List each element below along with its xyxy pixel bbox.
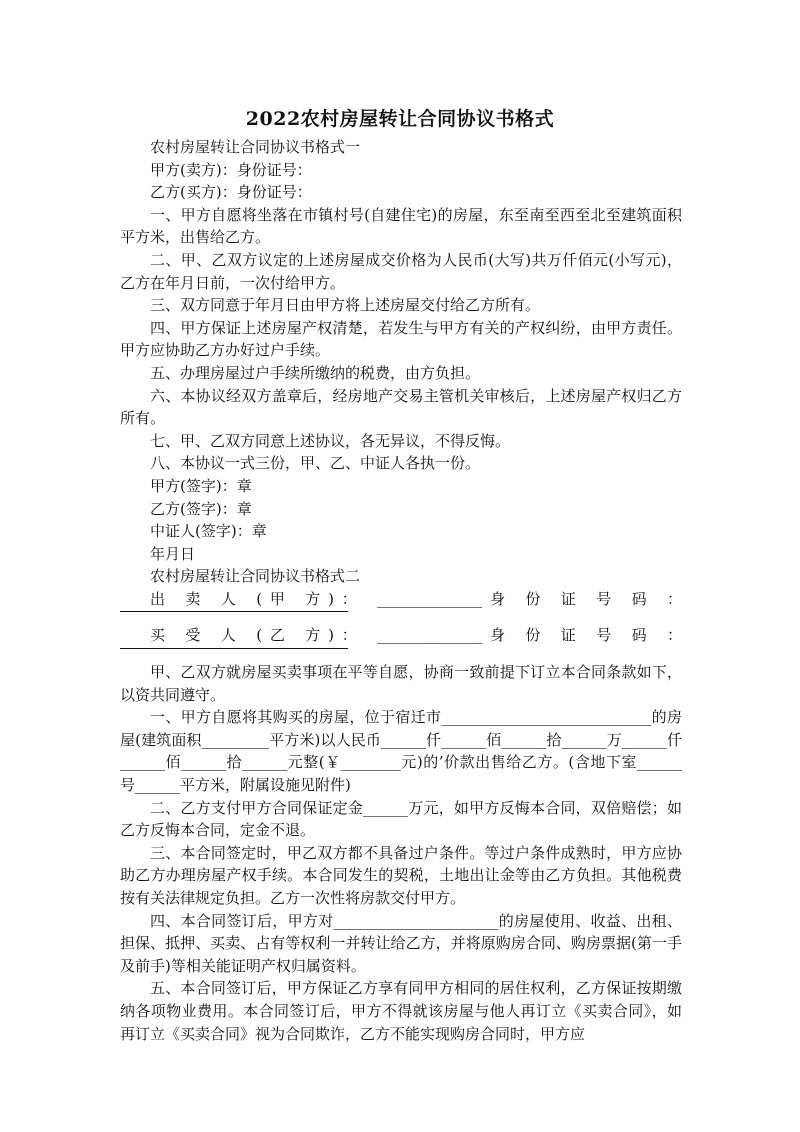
paragraph: 七、甲、乙双方同意上述协议，各无异议，不得反悔。 xyxy=(150,431,511,450)
signature-line-party-b: 乙方(签字)：章 xyxy=(150,499,252,518)
paragraph: 农村房屋转让合同协议书格式一 xyxy=(150,138,361,156)
paragraph: 一、甲方自愿将坐落在市镇村号(自建住宅)的房屋，东至南至西至北至建筑面积平方米，出售给乙方。 xyxy=(120,205,682,247)
paragraph: 四、甲方保证上述房屋产权清楚，若发生与甲方有关的产权纠纷，由甲方责任。甲方应协助乙方办好过户手续。 xyxy=(120,318,682,360)
paragraph: 三、双方同意于年月日由甲方将上述房屋交付给乙方所有。 xyxy=(150,296,541,315)
blank-underline xyxy=(120,610,348,612)
paragraph: 六、本协议经双方盖章后，经房地产交易主管机关审核后，上述房屋产权归乙方所有。 xyxy=(120,386,682,428)
paragraph: 二、乙方支付甲方合同保证定金______万元，如甲方反悔本合同，双倍赔偿；如乙方反悔本合同，定金不退。 xyxy=(120,798,682,840)
section-heading: 农村房屋转让合同协议书格式二 xyxy=(150,567,361,586)
paragraph: 四、本合同签订后，甲方对______________________的房屋使用、收益、出租、担保、抵押、买卖、占有等权利一并转让给乙方，并将原购房合同、购房票据(第一手及前手)等相关能证明产权归属资料。 xyxy=(120,911,682,975)
paragraph: 甲方(卖方)：身份证号： xyxy=(150,160,312,179)
buyer-line: 买 受 人 (乙 方)： ______________身 份 证 号 码 ： xyxy=(150,626,682,645)
signature-line-witness: 中证人(签字)：章 xyxy=(150,522,267,541)
paragraph: 八、本协议一式三份，甲、乙、中证人各执一份。 xyxy=(150,454,481,473)
paragraph: 五、本合同签订后，甲方保证乙方享有同甲方相同的居住权利，乙方保证按期缴纳各项物业费用。本合同签订后，甲方不得就该房屋与他人再订立《买卖合同》，如再订立《买卖合同》视为合同欺诈，乙方不能实现购房合同时，甲方应 xyxy=(120,979,682,1043)
date-line: 年月日 xyxy=(150,544,196,563)
paragraph: 二、甲、乙双方议定的上述房屋成交价格为人民币(大写)共万仟佰元(小写元)，乙方在年月日前，一次付给甲方。 xyxy=(120,250,682,292)
seller-line: 出 卖 人 (甲 方)： ______________身 份 证 号 码 ： xyxy=(150,589,682,608)
paragraph: 乙方(买方)：身份证号： xyxy=(150,183,312,202)
signature-line-party-a: 甲方(签字)：章 xyxy=(150,476,252,495)
document-title: 2022农村房屋转让合同协议书格式 xyxy=(245,108,555,130)
paragraph: 一、甲方自愿将其购买的房屋，位于宿迁市____________________________的房屋(建筑面积_________平方米)以人民币______仟______佰______拾______万______仟______佰______拾______元整(￥________元)的’价款出售给乙方。(含地下室______号______平方米，附属设施见附件) xyxy=(120,708,682,795)
document-body xyxy=(120,136,682,1045)
paragraph: 五、办理房屋过户手续所缴纳的税费，由方负担。 xyxy=(150,363,481,382)
blank-underline xyxy=(120,647,348,649)
paragraph: 甲、乙双方就房屋买卖事项在平等自愿，协商一致前提下订立本合同条款如下，以资共同遵守。 xyxy=(120,663,682,704)
paragraph: 三、本合同签定时，甲乙双方都不具备过户条件。等过户条件成熟时，甲方应协助乙方办理房屋产权手续。本合同发生的契税，土地出让金等由乙方负担。其他税费按有关法律规定负担。乙方一次性将房款交付甲方。 xyxy=(120,843,682,907)
